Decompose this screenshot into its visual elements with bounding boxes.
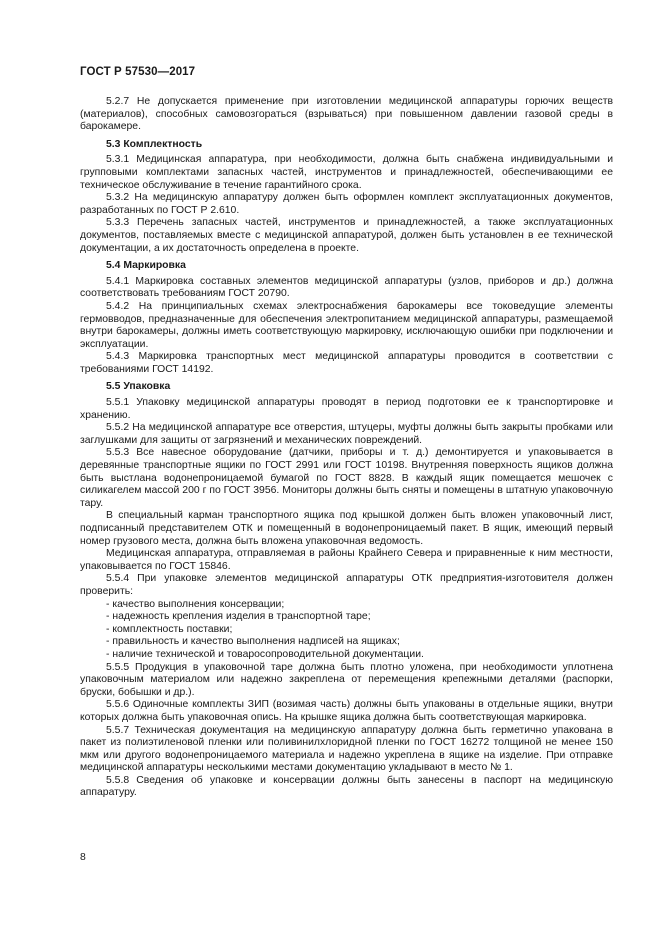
paragraph-5-5-1: 5.5.1 Упаковку медицинской аппаратуры проводят в период подготовки ее к транспортировке и хранению. bbox=[80, 397, 613, 421]
paragraph-5-5-6: 5.5.6 Одиночные комплекты ЗИП (возимая часть) должны быть упакованы в отдельные ящики, внутри которых должна быть упаковочная опись. На крышке ящика должна быть соответствующая маркировка. bbox=[80, 699, 613, 723]
paragraph-5-5-3: 5.5.3 Все навесное оборудование (датчики, приборы и т. д.) демонтируется и упаковывается в деревянные транспортные ящики по ГОСТ 2991 или ГОСТ 10198. Внутренняя поверхность ящиков должна быть выстлана водонепроницаемой бумагой по ГОСТ 8828. В каждый ящик помещается мешочек с силикагелем массой 200 г по ГОСТ 3956. Мониторы должны быть сняты и помещены в штатную упаковочную тару. bbox=[80, 447, 613, 509]
paragraph-5-5-3-north: Медицинская аппаратура, отправляемая в районы Крайнего Севера и приравненные к ним местности, упаковывается по ГОСТ 15846. bbox=[80, 548, 613, 572]
paragraph-5-3-1: 5.3.1 Медицинская аппаратура, при необходимости, должна быть снабжена индивидуальными и групповыми комплектами запасных частей, инструментов и принадлежностей, обеспечивающими ее техническое обслуживание в течение гарантийного срока. bbox=[80, 154, 613, 191]
paragraph-5-2-7: 5.2.7 Не допускается применение при изготовлении медицинской аппаратуры горючих веществ (материалов), способных самовозгораться (взрываться) при повышенном давлении газовой среды в барокамере. bbox=[80, 96, 613, 133]
paragraph-5-4-1: 5.4.1 Маркировка составных элементов медицинской аппаратуры (узлов, приборов и др.) должна соответствовать требованиям ГОСТ 20790. bbox=[80, 275, 613, 300]
paragraph-5-5-7: 5.5.7 Техническая документация на медицинскую аппаратуру должна быть герметично упакована в пакет из полиэтиленовой пленки или поливинилхлоридной пленки по ГОСТ 16272 толщиной не менее 150 мкм или другого водонепроницаемого материала и надежно укреплена в ящике на изделие. При отправке медицинской аппаратуры несколькими местами документацию укладывают в место № 1. bbox=[80, 724, 613, 774]
list-item: - правильность и качество выполнения надписей на ящиках; bbox=[106, 636, 400, 648]
paragraph-5-3-2: 5.3.2 На медицинскую аппаратуру должен быть оформлен комплект эксплуатационных документов, разработанных по ГОСТ Р 2.610. bbox=[80, 192, 613, 216]
section-heading-5-4: 5.4 Маркировка bbox=[106, 260, 186, 272]
paragraph-5-4-2: 5.4.2 На принципиальных схемах электроснабжения барокамеры все токоведущие элементы гермовводов, предназначенные для обеспечения электропитанием медицинской аппаратуры, размещаемой внутри барокамеры, должны иметь соответствующую маркировку, исключающую ошибки при подключении и эксплуатации. bbox=[80, 300, 613, 350]
paragraph-5-5-5: 5.5.5 Продукция в упаковочной таре должна быть плотно уложена, при необходимости уплотнена упаковочным материалом или надежно закреплена от перемещения крепежными деталями (распорки, бруски, бобышки и др.). bbox=[80, 661, 613, 698]
list-item: - наличие технической и товаросопроводительной документации. bbox=[106, 648, 424, 660]
document-body bbox=[80, 96, 613, 800]
paragraph-5-5-8: 5.5.8 Сведения об упаковке и консервации должны быть занесены в паспорт на медицинскую аппаратуру. bbox=[80, 774, 613, 799]
paragraph-5-5-3-packing-list: В специальный карман транспортного ящика под крышкой должен быть вложен упаковочный лист, подписанный представителем ОТК и помещенный в водонепроницаемый пакет. В ящик, имеющий первый номер грузового места, должна быть вложена упаковочная ведомость. bbox=[80, 510, 613, 547]
section-heading-5-3: 5.3 Комплектность bbox=[106, 138, 203, 150]
list-item: - качество выполнения консервации; bbox=[106, 598, 285, 610]
paragraph-5-4-3: 5.4.3 Маркировка транспортных мест медицинской аппаратуры проводится в соответствии с требованиями ГОСТ 14192. bbox=[80, 351, 613, 375]
paragraph-5-5-2: 5.5.2 На медицинской аппаратуре все отверстия, штуцеры, муфты должны быть закрыты пробками или заглушками для защиты от загрязнений и механических повреждений. bbox=[80, 422, 613, 446]
paragraph-5-3-3: 5.3.3 Перечень запасных частей, инструментов и принадлежностей, а также эксплуатационных документов, поставляемых вместе с медицинской аппаратурой, должен быть установлен в ее технической документации, а их достаточность определена в проекте. bbox=[80, 217, 613, 254]
list-item: - комплектность поставки; bbox=[106, 623, 233, 635]
page-number: 8 bbox=[80, 852, 86, 863]
section-heading-5-5: 5.5 Упаковка bbox=[106, 381, 171, 393]
paragraph-5-5-4: 5.5.4 При упаковке элементов медицинской аппаратуры ОТК предприятия-изготовителя должен проверить: bbox=[80, 573, 613, 597]
list-item: - надежность крепления изделия в транспортной таре; bbox=[106, 611, 371, 623]
document-header: ГОСТ Р 57530—2017 bbox=[80, 66, 196, 78]
